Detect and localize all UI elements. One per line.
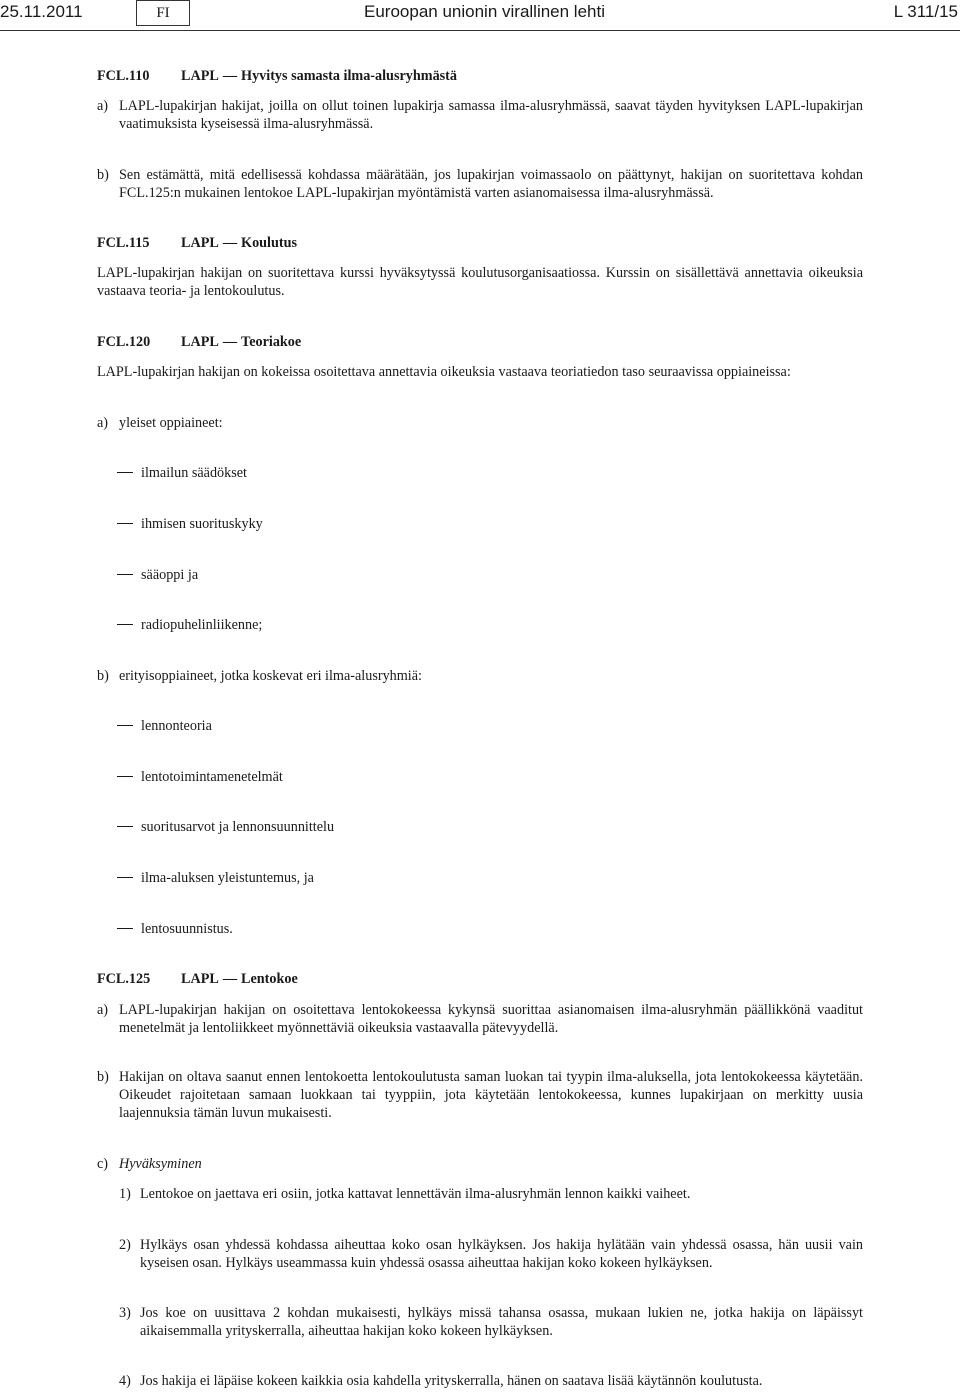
- section-code: FCL.125: [97, 971, 151, 987]
- dash-marker: [117, 928, 133, 929]
- dash-marker: [117, 776, 133, 777]
- paragraph-c: [97, 1155, 863, 1173]
- item-number: 4): [119, 1373, 131, 1389]
- em-dash: —: [222, 971, 238, 987]
- item-text: Sen estämättä, mitä edellisessä kohdassa määrätään, jos lupakirjan voimassaolo on päättynyt, hakijan on suoritettava kohdan FCL.125:n mukainen lentokoe LAPL-lupakirjan myöntämistä varten asianomaisessa ilma-alusryhmässä.: [119, 167, 863, 201]
- section-title-prefix: LAPL: [181, 235, 219, 251]
- section-title-prefix: LAPL: [181, 334, 219, 350]
- paragraph-b: [97, 667, 863, 685]
- section-heading-fcl115: [97, 234, 297, 252]
- item-text: Jos hakija ei läpäise kokeen kaikkia osia kahdella yrityskerralla, hänen on saatava lisää käytännön koulutusta.: [140, 1373, 763, 1389]
- list-item: [117, 920, 233, 938]
- item-label: b): [97, 1069, 109, 1085]
- journal-title: Euroopan unionin virallinen lehti: [364, 2, 605, 21]
- em-dash: —: [222, 235, 238, 251]
- list-item-text: lentosuunnistus.: [141, 921, 233, 937]
- dash-marker: [117, 826, 133, 827]
- numbered-item: [119, 1304, 863, 1340]
- numbered-item: [119, 1372, 863, 1390]
- list-item-text: lentotoimintamenetelmät: [141, 769, 283, 785]
- dash-marker: [117, 523, 133, 524]
- section-heading-fcl110: [97, 67, 457, 85]
- numbered-item: [119, 1185, 863, 1203]
- paragraph-a: [97, 97, 863, 133]
- section-title: Teoriakoe: [241, 334, 302, 350]
- journal-header: [0, 0, 960, 31]
- paragraph-a: [97, 1001, 863, 1037]
- section-title-prefix: LAPL: [181, 971, 219, 987]
- list-item-text: lennonteoria: [141, 718, 212, 734]
- section-code: FCL.110: [97, 68, 150, 84]
- item-text: LAPL-lupakirjan hakijan on osoitettava lentokokeessa kykynsä suorittaa asianomaisen ilma-alusryhmän päällikkönä vaaditut menetelmät ja lentoliikkeet myönnettäviä oikeuksia vastaavalla pätevyydellä.: [119, 1002, 863, 1036]
- item-text: Hylkäys osan yhdessä kohdassa aiheuttaa koko osan hylkäyksen. Jos hakija hylätään vain yhdessä osassa, hän uusii vain kyseisen osan. Hylkäys useammassa kuin yhdessä osassa aiheuttaa hakijan koko kokeen hylkäyksen.: [140, 1237, 863, 1271]
- list-item: [117, 515, 263, 533]
- list-item-text: radiopuhelinliikenne;: [141, 617, 263, 633]
- list-item-text: ihmisen suorituskyky: [141, 516, 263, 532]
- list-item: [117, 464, 247, 482]
- dash-marker: [117, 574, 133, 575]
- list-item-text: sääoppi ja: [141, 567, 199, 583]
- item-text: Hyväksyminen: [119, 1156, 202, 1172]
- item-label: c): [97, 1156, 109, 1172]
- language-code: FI: [136, 0, 190, 26]
- list-item: [117, 616, 262, 634]
- section-paragraph: LAPL-lupakirjan hakijan on suoritettava kurssi hyväksytyssä koulutusorganisaatiossa. Kurssin on sisällettävä annettavia oikeuksia vastaava teoria- ja lentokoulutus.: [97, 265, 863, 299]
- item-text: erityisoppiaineet, jotka koskevat eri ilma-alusryhmiä:: [119, 668, 422, 684]
- item-text: LAPL-lupakirjan hakijat, joilla on ollut toinen lupakirja samassa ilma-alusryhmässä, saavat täyden hyvityksen LAPL-lupakirjan vaatimuksista kyseisessä ilma-alusryhmässä.: [119, 98, 863, 132]
- list-item-text: ilmailun säädökset: [141, 465, 247, 481]
- dash-marker: [117, 725, 133, 726]
- section-title: Lentokoe: [241, 971, 298, 987]
- item-number: 3): [119, 1305, 131, 1321]
- page-reference: L 311/15: [893, 2, 958, 21]
- paragraph-a: [97, 414, 863, 432]
- paragraph-b: [97, 1068, 863, 1122]
- item-text: Lentokoe on jaettava eri osiin, jotka kattavat lennettävän ilma-alusryhmän lennon kaikki vaiheet.: [140, 1186, 691, 1202]
- item-label: a): [97, 98, 109, 114]
- list-item: [117, 566, 198, 584]
- section-title: Hyvitys samasta ilma-alusryhmästä: [241, 68, 457, 84]
- item-number: 2): [119, 1237, 131, 1253]
- em-dash: —: [222, 68, 238, 84]
- item-number: 1): [119, 1186, 131, 1202]
- publication-date: 25.11.2011: [0, 2, 83, 21]
- paragraph-b: [97, 166, 863, 202]
- item-label: b): [97, 167, 109, 183]
- list-item: [117, 717, 212, 735]
- dash-marker: [117, 472, 133, 473]
- list-item: [117, 869, 314, 887]
- section-heading-fcl120: [97, 333, 301, 351]
- section-paragraph: LAPL-lupakirjan hakijan on kokeissa osoitettava annettavia oikeuksia vastaava teoriatiedon taso seuraavissa oppiaineissa:: [97, 364, 791, 380]
- section-title-prefix: LAPL: [181, 68, 219, 84]
- item-text: Hakijan on oltava saanut ennen lentokoetta lentokoulutusta saman luokan tai tyypin ilma-aluksella, jota lentokokeessa käytetään. Oikeudet rajoitetaan samaan luokkaan tai tyyppiin, jota käytetään lentokokeessa, kunnes lupakirjaan on merkitty uusia laajennuksia tämän luvun mukaisesti.: [119, 1069, 863, 1121]
- item-label: a): [97, 1002, 109, 1018]
- item-label: a): [97, 415, 109, 431]
- dash-marker: [117, 877, 133, 878]
- section-code: FCL.115: [97, 235, 150, 251]
- list-item-text: suoritusarvot ja lennonsuunnittelu: [141, 819, 335, 835]
- section-code: FCL.120: [97, 334, 151, 350]
- dash-marker: [117, 624, 133, 625]
- item-text: yleiset oppiaineet:: [119, 415, 223, 431]
- section-title: Koulutus: [241, 235, 298, 251]
- list-item: [117, 818, 334, 836]
- section-heading-fcl125: [97, 970, 298, 988]
- item-text: Jos koe on uusittava 2 kohdan mukaisesti, hylkäys missä tahansa osassa, mukaan lukien ne, jotka hakija on läpäissyt aikaisemmalla yrityskerralla, aiheuttaa hakijan koko kokeen hylkäyksen.: [140, 1305, 863, 1339]
- list-item-text: ilma-aluksen yleistuntemus, ja: [141, 870, 314, 886]
- em-dash: —: [222, 334, 238, 350]
- item-label: b): [97, 668, 109, 684]
- numbered-item: [119, 1236, 863, 1272]
- list-item: [117, 768, 283, 786]
